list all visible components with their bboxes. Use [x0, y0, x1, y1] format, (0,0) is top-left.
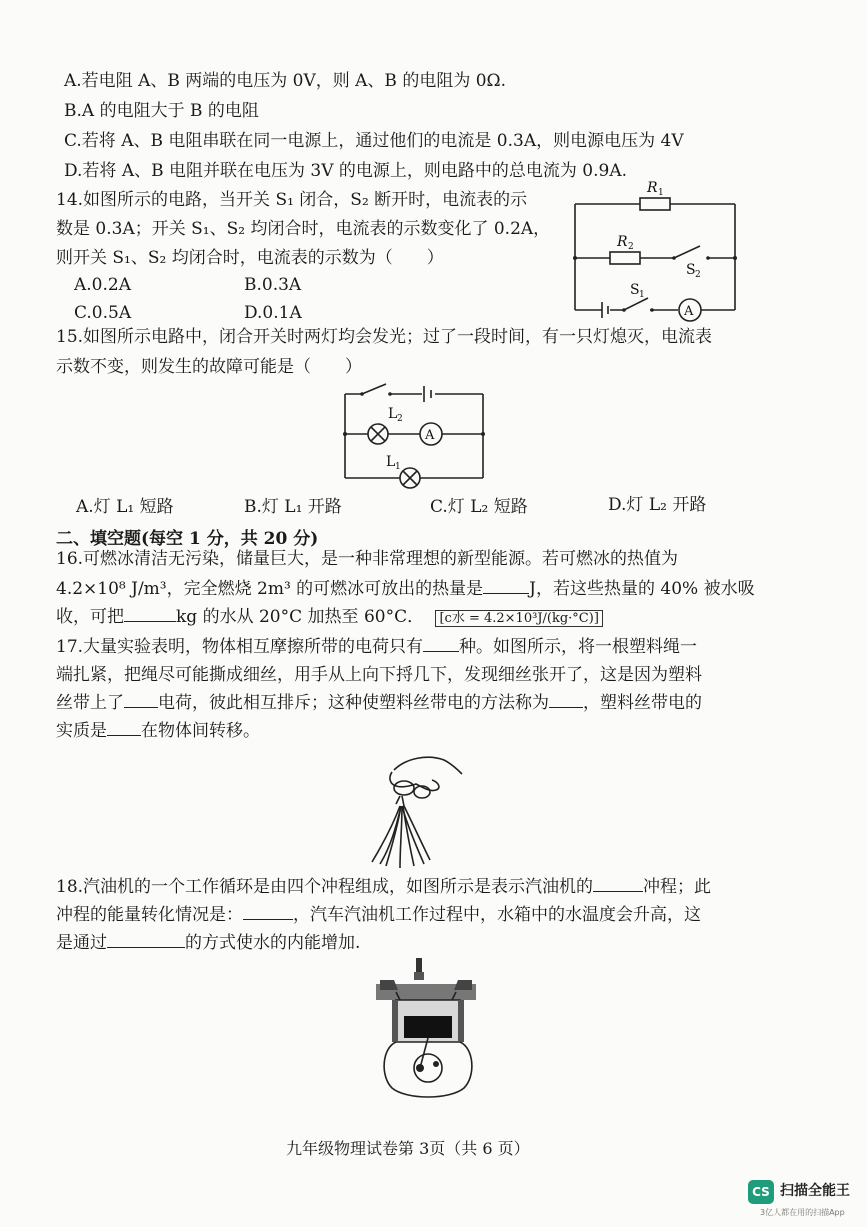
q17-text-line4 [56, 720, 260, 742]
q14-label-s1-sub: 1 [639, 290, 645, 300]
q14-option-c: C.0.5A [74, 303, 132, 323]
q17-text-line3b: 电荷，彼此相互排斥；这种使塑料丝带电的方法称为 [158, 693, 549, 713]
q14-label-r2-sub: 2 [628, 242, 634, 252]
q15-label-l1: L [386, 454, 396, 470]
q16-text-line2a: 4.2×10⁸ J/m³，完全燃烧 2m³ 的可燃冰可放出的热量是 [56, 579, 484, 599]
q14-text-line3: 则开关 S₁、S₂ 均闭合时，电流表的示数为（ ） [56, 248, 444, 268]
q17-text-line1 [56, 636, 697, 658]
q14-resistor-r1 [640, 198, 670, 210]
q15-lamp-l1 [400, 468, 420, 488]
q15-switch [362, 384, 386, 394]
q17-text-line1b: 种。如图所示，将一根塑料绳一 [459, 637, 698, 657]
camscanner-logo-icon: CS [748, 1180, 774, 1204]
q15-text-line2: 示数不变，则发生的故障可能是（ ） [56, 357, 362, 377]
q15-label-l2: L [388, 406, 398, 422]
q14-label-s1: S [630, 282, 640, 298]
q17-hand-strings-illustration [366, 752, 476, 872]
q18-text-line2 [56, 904, 701, 926]
q16-text-line2 [56, 578, 755, 600]
q14-label-r1-sub: 1 [658, 188, 664, 198]
q17-text-line1a: 17.大量实验表明，物体相互摩擦所带的电荷只有 [56, 637, 424, 657]
q14-option-b: B.0.3A [244, 275, 302, 295]
q15-battery [424, 386, 431, 402]
q14-label-s2-sub: 2 [695, 270, 701, 280]
q16-text-line3 [56, 606, 603, 630]
q15-label-l2-sub: 2 [397, 414, 403, 424]
q18-blank-1[interactable] [593, 877, 643, 892]
section-header-fill-in: 二、填空题(每空 1 分，共 20 分) [56, 529, 319, 549]
q14-resistor-r2 [610, 252, 640, 264]
page-footer: 九年级物理试卷第 3页（共 6 页） [286, 1139, 530, 1158]
q18-text-line1b: 冲程；此 [643, 877, 712, 897]
q16-text-line3b: kg 的水从 20°C 加热至 60°C． [176, 607, 425, 627]
q15-option-c: C.灯 L₂ 短路 [430, 497, 528, 517]
q14-text-line2: 数是 0.3A；开关 S₁、S₂ 均闭合时，电流表的示数变化了 0.2A， [56, 219, 551, 239]
q14-label-r1: R [647, 180, 658, 196]
q13-option-a: A.若电阻 A、B 两端的电压为 0V，则 A、B 的电阻为 0Ω. [64, 71, 507, 91]
q18-piston [404, 1016, 452, 1038]
q14-option-a: A.0.2A [74, 275, 131, 295]
q16-text-line1: 16.可燃冰清洁无污染，储量巨大，是一种非常理想的新型能源。若可燃冰的热值为 [56, 549, 679, 569]
q15-lamp-l2 [368, 424, 388, 444]
q17-text-line3c: ，塑料丝带电的 [583, 693, 702, 713]
q15-option-b: B.灯 L₁ 开路 [244, 497, 342, 517]
q18-text-line2b: ，汽车汽油机工作过程中，水箱中的水温度会升高，这 [293, 905, 701, 925]
q17-text-line3 [56, 692, 702, 714]
q18-text-line3a: 是通过 [56, 933, 107, 953]
q17-text-line4a: 实质是 [56, 721, 107, 741]
q18-blank-3[interactable] [107, 933, 185, 948]
q17-text-line4b: 在物体间转移。 [141, 721, 260, 741]
q14-label-r2: R [617, 234, 628, 250]
q17-blank-1[interactable] [423, 637, 459, 652]
q18-text-line1 [56, 876, 711, 898]
q15-option-a: A.灯 L₁ 短路 [76, 497, 174, 517]
q16-text-line2b: J，若这些热量的 40% 被水吸 [529, 579, 755, 599]
q18-text-line3 [56, 932, 360, 954]
q16-blank-1[interactable] [483, 579, 529, 594]
q15-label-l1-sub: 1 [395, 462, 401, 472]
q16-text-line3a: 收，可把 [56, 607, 124, 627]
q17-text-line3a: 丝带上了 [56, 693, 124, 713]
q14-option-d: D.0.1A [244, 303, 302, 323]
q18-text-line2a: 冲程的能量转化情况是： [56, 905, 243, 925]
q17-blank-2[interactable] [124, 693, 158, 708]
q18-text-line3b: 的方式使水的内能增加. [185, 933, 361, 953]
camscanner-brand: 扫描全能王 [780, 1183, 850, 1199]
q16-blank-2[interactable] [124, 607, 176, 622]
q15-circuit-diagram [340, 380, 490, 488]
q15-ammeter-label: A [425, 428, 435, 443]
q13-option-b: B.A 的电阻大于 B 的电阻 [64, 101, 259, 121]
q14-circuit-diagram [570, 178, 740, 320]
q18-blank-2[interactable] [243, 905, 293, 920]
camscanner-tagline: 3亿人都在用的扫描App [760, 1208, 845, 1217]
q17-blank-3[interactable] [549, 693, 583, 708]
q18-engine-illustration [372, 956, 484, 1100]
q17-text-line2: 端扎紧，把绳尽可能撕成细丝，用手从上向下捋几下，发现细丝张开了，这是因为塑料 [56, 665, 702, 685]
q15-text-line1: 15.如图所示电路中，闭合开关时两灯均会发光；过了一段时间，有一只灯熄灭，电流表 [56, 327, 713, 347]
q16-formula: [c水 = 4.2×10³J/(kg·°C)] [435, 610, 602, 627]
q14-text-line1: 14.如图所示的电路，当开关 S₁ 闭合，S₂ 断开时，电流表的示 [56, 190, 528, 210]
q14-switch-s2 [674, 246, 700, 258]
q14-label-s2: S [686, 262, 696, 278]
q15-option-d: D.灯 L₂ 开路 [608, 495, 707, 515]
q14-battery [602, 302, 608, 318]
q14-ammeter-label: A [684, 304, 694, 319]
q17-blank-4[interactable] [107, 721, 141, 736]
q13-option-d: D.若将 A、B 电阻并联在电压为 3V 的电源上，则电路中的总电流为 0.9A. [64, 161, 628, 181]
q13-option-c: C.若将 A、B 电阻串联在同一电源上，通过他们的电流是 0.3A，则电源电压为 4V [64, 131, 684, 151]
q18-text-line1a: 18.汽油机的一个工作循环是由四个冲程组成，如图所示是表示汽油机的 [56, 877, 594, 897]
